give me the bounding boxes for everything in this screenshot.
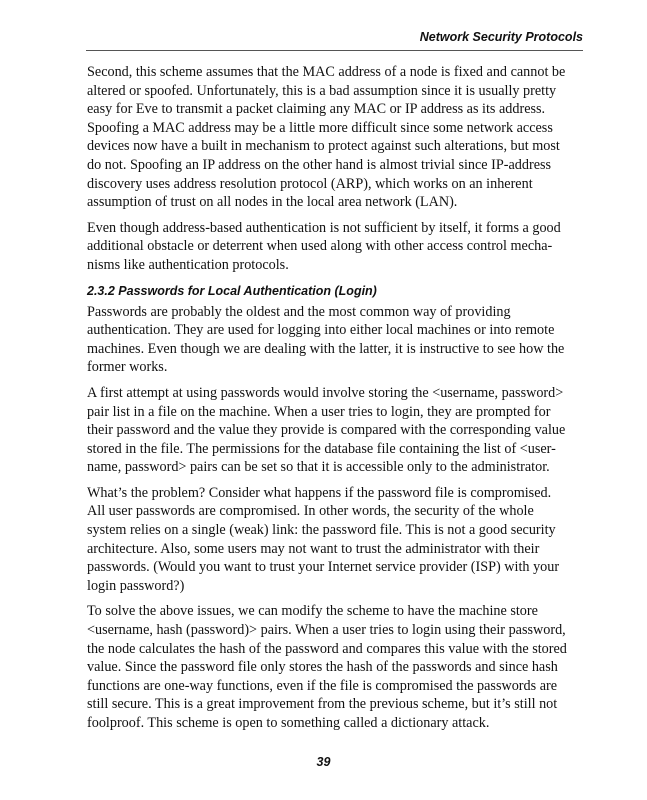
paragraph [87, 602, 582, 732]
text-line: discovery uses address resolution protocol (ARP), which works on an inherent [87, 175, 533, 192]
text-line: additional obstacle or deterrent when used along with other access control mecha- [87, 238, 553, 255]
text-line: assumption of trust on all nodes in the local area network (LAN). [87, 194, 458, 211]
text-line: A first attempt at using passwords would involve storing the <username, password> [87, 384, 564, 401]
text-line: Spoofing a MAC address may be a little more difficult since some network access [87, 119, 553, 136]
text-line: To solve the above issues, we can modify the scheme to have the machine store [87, 603, 538, 620]
text-line: do not. Spoofing an IP address on the other hand is almost trivial since IP-address [87, 156, 552, 173]
header-rule [86, 50, 583, 51]
paragraph [87, 63, 582, 212]
text-line: system relies on a single (weak) link: the password file. This is not a good security [87, 522, 556, 539]
text-line: name, password> pairs can be set so that it is accessible only to the administrator. [87, 459, 550, 476]
text-line: Passwords are probably the oldest and the most common way of providing [87, 303, 511, 320]
text-line: the node calculates the hash of the password and compares this value with the stored [87, 640, 567, 657]
text-line: All user passwords are compromised. In other words, the security of the whole [87, 503, 534, 520]
text-line: foolproof. This scheme is open to something called a dictionary attack. [87, 715, 490, 731]
paragraph [87, 303, 582, 377]
text-line: Even though address-based authentication is not sufficient by itself, it forms a good [87, 219, 561, 236]
text-line: pair list in a file on the machine. When a user tries to login, they are prompted for [87, 403, 551, 420]
text-line: Second, this scheme assumes that the MAC address of a node is fixed and cannot be [87, 64, 566, 80]
text-line: stored in the file. The permissions for the database file containing the list of <user- [87, 440, 556, 457]
paragraph [87, 484, 582, 596]
text-line: their password and the value they provide is compared with the corresponding value [87, 422, 566, 439]
paragraphs-before-section [87, 63, 582, 275]
running-header-title: Network Security Protocols [419, 30, 583, 44]
paragraph [87, 384, 582, 477]
text-line: authentication. They are used for logging into either local machines or into remote [87, 322, 555, 339]
section-heading: 2.3.2 Passwords for Local Authentication (Login) [87, 283, 377, 298]
text-line: former works. [87, 359, 168, 376]
text-line: machines. Even though we are dealing with the latter, it is instructive to see how the [87, 340, 565, 357]
text-line: What’s the problem? Consider what happens if the password file is compromised. [87, 484, 552, 501]
text-line: still secure. This is a great improvement from the previous scheme, but it’s still not [87, 696, 558, 713]
text-line: altered or spoofed. Unfortunately, this is a bad assumption since it is usually pretty [87, 82, 557, 99]
text-line: login password?) [87, 577, 185, 594]
text-line: functions are one-way functions, even if the file is compromised the passwords are [87, 677, 558, 694]
paragraph [87, 219, 582, 275]
text-line: architecture. Also, some users may not want to trust the administrator with their [87, 540, 540, 557]
text-line: value. Since the password file only stores the hash of the passwords and since hash [87, 659, 558, 676]
text-line: <username, hash (password)> pairs. When a user tries to login using their password, [87, 622, 566, 639]
text-line: passwords. (Would you want to trust your Internet service provider (ISP) with your [87, 559, 560, 576]
paragraphs-after-section [87, 303, 582, 733]
page-number: 39 [316, 755, 331, 769]
text-line: nisms like authentication protocols. [87, 256, 289, 273]
text-line: easy for Eve to transmit a packet claiming any MAC or IP address as its address. [87, 101, 546, 118]
page-body [87, 63, 582, 740]
text-line: devices now have a built in mechanism to protect against such alterations, but most [87, 138, 560, 155]
